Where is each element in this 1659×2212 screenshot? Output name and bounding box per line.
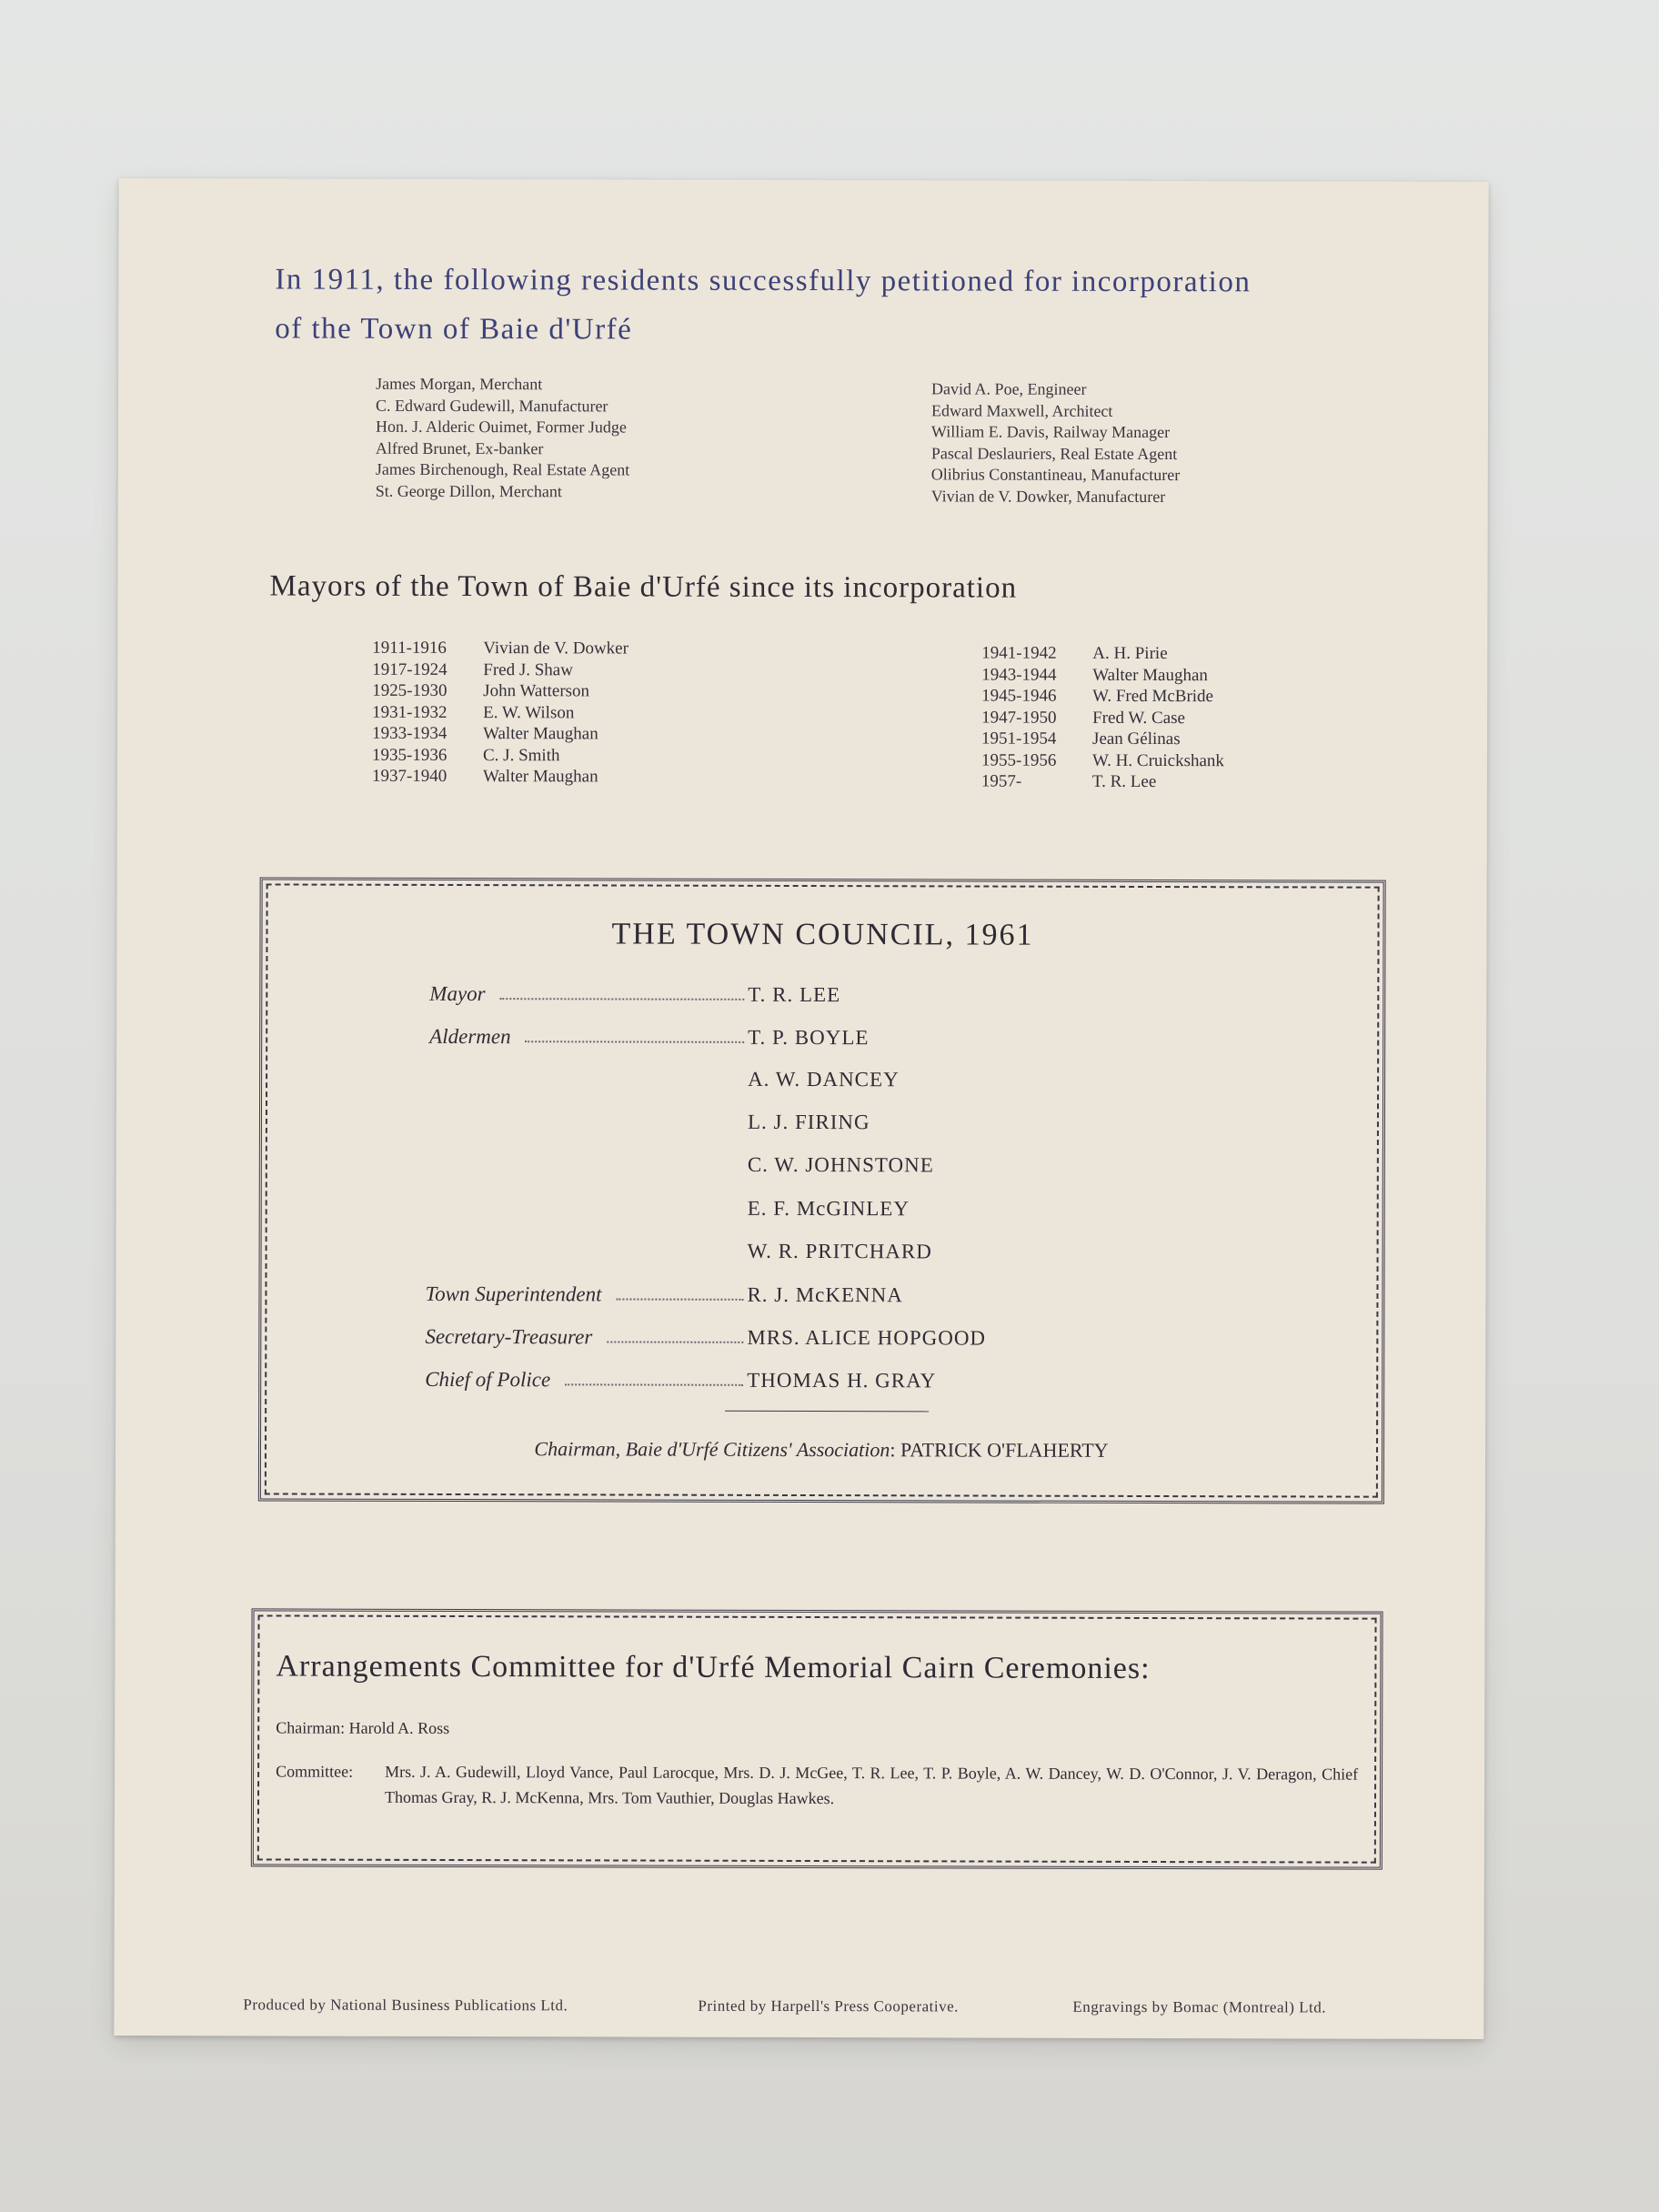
mayor-name: A. H. Pirie (1092, 643, 1168, 664)
petition-heading-line1: In 1911, the following residents successfully petitioned for incorporation (275, 263, 1252, 299)
member-name: C. W. JOHNSTONE (747, 1152, 934, 1177)
council-row-mayor (429, 979, 975, 1008)
mayor-row (981, 664, 1224, 686)
mayor-row (981, 707, 1224, 729)
member-name: THOMAS H. GRAY (747, 1368, 937, 1393)
list-item: David A. Poe, Engineer (931, 379, 1087, 398)
list-item: James Morgan, Merchant (376, 374, 543, 394)
member-name: A. W. DANCEY (748, 1067, 900, 1091)
mayor-row (372, 638, 628, 659)
role-label: Chief of Police (425, 1367, 551, 1392)
document-page (114, 178, 1488, 2039)
dot-leader (500, 998, 745, 1000)
mayor-name: Jean Gélinas (1092, 729, 1181, 749)
council-row-treasurer (425, 1322, 987, 1351)
list-item: James Birchenough, Real Estate Agent (375, 459, 630, 479)
member-name: E. F. McGINLEY (747, 1196, 910, 1221)
council-title: THE TOWN COUNCIL, 1961 (611, 917, 1034, 952)
dot-leader (565, 1383, 743, 1386)
member-name: R. J. McKENNA (747, 1282, 903, 1307)
chairman-colon: : (890, 1438, 901, 1462)
mayor-row (981, 749, 1224, 771)
mayor-years: 1935-1936 (371, 745, 447, 765)
mayor-years: 1931-1932 (372, 702, 447, 722)
mayor-years: 1947-1950 (981, 708, 1057, 728)
committee-member-list: Mrs. J. A. Gudewill, Lloyd Vance, Paul Larocque, Mrs. D. J. McGee, T. R. Lee, T. P. Boyle, A. W. Dancey, W. D. O'Connor, J. V. Deragon, Chief Thomas Gray, R. J. McKenna, Mrs. Tom Vauthier, Douglas Hawkes. (384, 1762, 1359, 1808)
role-label: Aldermen (429, 1024, 511, 1049)
list-item: Edward Maxwell, Architect (930, 400, 1113, 420)
mayor-list-right (981, 643, 1224, 793)
mayor-years: 1943-1944 (981, 665, 1057, 685)
list-item: Olibrius Constantineau, Manufacturer (930, 465, 1181, 485)
mayor-name: Vivian de V. Dowker (483, 638, 628, 659)
mayor-years: 1957- (980, 771, 1022, 791)
mayor-years: 1941-1942 (981, 643, 1057, 663)
mayor-row (372, 680, 628, 702)
committee-label: Committee: (276, 1762, 354, 1781)
mayor-row (981, 771, 1224, 793)
list-item: St. George Dillon, Merchant (375, 481, 562, 500)
divider (725, 1411, 929, 1413)
member-name: W. R. PRITCHARD (747, 1239, 932, 1263)
role-label: Mayor (429, 981, 486, 1006)
mayor-list-left (372, 638, 628, 788)
mayor-name: Walter Maughan (482, 767, 598, 787)
mayor-name: John Watterson (483, 681, 590, 701)
member-name: L. J. FIRING (747, 1110, 870, 1134)
mayor-name: Fred J. Shaw (483, 659, 573, 679)
mayor-row (981, 729, 1224, 750)
mayor-years: 1945-1946 (981, 686, 1057, 706)
member-name: T. P. BOYLE (748, 1025, 870, 1050)
footer-engravings: Engravings by Bomac (Montreal) Ltd. (1072, 1997, 1327, 2016)
list-item: William E. Davis, Railway Manager (930, 422, 1171, 442)
mayor-years: 1917-1924 (372, 659, 447, 679)
mayor-row (372, 701, 628, 723)
mayor-name: W. H. Cruickshank (1091, 750, 1224, 770)
committee-title: Arrangements Committee for d'Urfé Memorial Cairn Ceremonies: (276, 1649, 1151, 1686)
role-label: Town Superintendent (425, 1282, 602, 1306)
petitioner-list-right (931, 378, 1181, 508)
member-name: MRS. ALICE HOPGOOD (747, 1325, 987, 1350)
mayor-row (372, 659, 628, 680)
chairman-label: Chairman, Baie d'Urfé Citizens' Association (534, 1437, 890, 1462)
petition-heading-line2: of the Town of Baie d'Urfé (275, 312, 633, 347)
committee-chairman: Chairman: Harold A. Ross (276, 1718, 450, 1737)
role-label: Secretary-Treasurer (425, 1324, 593, 1349)
list-item: C. Edward Gudewill, Manufacturer (375, 396, 608, 415)
petition-heading (275, 255, 1457, 356)
mayor-years: 1911-1916 (372, 638, 447, 658)
mayor-years: 1937-1940 (371, 766, 447, 786)
mayor-name: W. Fred McBride (1092, 686, 1214, 707)
mayor-row (372, 744, 628, 766)
mayor-row (981, 686, 1224, 708)
dot-leader (526, 1041, 745, 1043)
list-item: Pascal Deslauriers, Real Estate Agent (930, 443, 1178, 463)
dot-leader (616, 1298, 743, 1300)
mayor-name: T. R. Lee (1091, 771, 1157, 792)
member-name: T. R. LEE (748, 982, 841, 1007)
citizens-association-chairman (261, 1436, 1382, 1463)
mayor-name: C. J. Smith (482, 745, 560, 765)
mayor-years: 1955-1956 (980, 750, 1057, 770)
mayor-name: Fred W. Case (1092, 708, 1186, 728)
footer-produced: Produced by National Business Publications Ltd. (243, 1996, 568, 2015)
mayor-name: Walter Maughan (483, 724, 598, 744)
mayor-years: 1933-1934 (372, 723, 447, 743)
dot-leader (607, 1341, 743, 1342)
mayors-heading: Mayors of the Town of Baie d'Urfé since its incorporation (269, 569, 1018, 605)
town-council-box (258, 877, 1386, 1503)
mayor-row (372, 766, 628, 788)
mayor-years: 1951-1954 (981, 729, 1057, 749)
committee-box (251, 1608, 1383, 1869)
council-row-superintendent (425, 1279, 974, 1308)
list-item: Vivian de V. Dowker, Manufacturer (930, 486, 1166, 506)
chairman-name: PATRICK O'FLAHERTY (900, 1438, 1109, 1462)
mayor-years: 1925-1930 (372, 680, 447, 700)
mayor-name: Walter Maughan (1092, 665, 1208, 685)
list-item: Hon. J. Alderic Ouimet, Former Judge (375, 417, 627, 437)
mayor-name: E. W. Wilson (483, 702, 575, 722)
mayor-row (981, 643, 1224, 665)
mayor-row (372, 723, 628, 745)
petitioner-list-left (376, 374, 630, 503)
list-item: Alfred Brunet, Ex-banker (375, 438, 544, 457)
council-row-aldermen (429, 1021, 975, 1051)
council-row-police (425, 1364, 974, 1393)
footer-printed: Printed by Harpell's Press Cooperative. (698, 1996, 959, 2016)
committee-members (276, 1758, 1358, 1812)
